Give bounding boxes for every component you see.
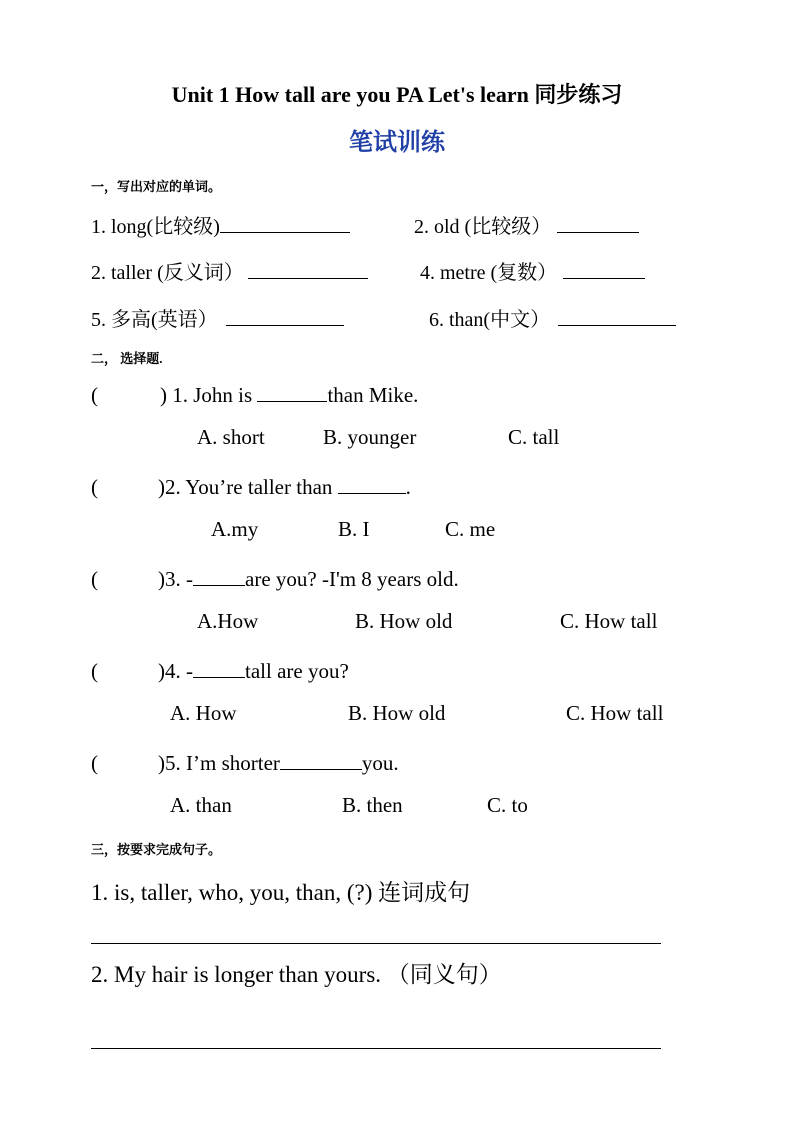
answer-blank[interactable]: [220, 211, 350, 233]
answer-line-2[interactable]: [91, 1048, 661, 1049]
word-item-2-label: 2. old (比较级）: [414, 216, 552, 238]
question-pre: John is: [193, 383, 253, 408]
option-b[interactable]: B. younger: [323, 425, 417, 449]
option-b[interactable]: B. I: [338, 517, 370, 541]
answer-blank[interactable]: [558, 304, 676, 326]
option-b[interactable]: B. then: [342, 793, 403, 817]
word-item-1: [91, 210, 350, 239]
fill-blank[interactable]: [338, 471, 406, 494]
option-b[interactable]: B. How old: [355, 609, 453, 633]
sentence-task-2: 2. My hair is longer than yours. （同义句）: [91, 962, 502, 987]
option-c[interactable]: C. tall: [508, 425, 560, 449]
sentence-task-1: 1. is, taller, who, you, than, (?) 连词成句: [91, 880, 471, 905]
option-a[interactable]: A. How: [170, 701, 237, 725]
answer-blank[interactable]: [563, 257, 645, 279]
fill-blank[interactable]: [257, 379, 327, 402]
question-post: .: [405, 475, 411, 500]
question-1: [91, 379, 418, 408]
word-item-3: [91, 256, 368, 285]
option-a[interactable]: A.How: [197, 609, 259, 633]
option-a[interactable]: A. short: [197, 425, 265, 449]
section-1-heading: 一，写出对应的单词。: [91, 179, 222, 194]
question-number: 5.: [165, 751, 181, 776]
question-number: 3.: [165, 567, 181, 592]
paren-close: ): [160, 383, 167, 408]
question-post: tall are you?: [245, 659, 349, 684]
page-title: Unit 1 How tall are you PA Let's learn 同步练习: [171, 82, 623, 107]
question-4: [91, 655, 349, 684]
answer-slot[interactable]: [98, 380, 160, 402]
fill-blank[interactable]: [193, 655, 245, 678]
question-number: 4.: [165, 659, 181, 684]
page-subtitle: 笔试训练: [349, 130, 445, 156]
word-item-3-label: 2. taller (反义词）: [91, 262, 244, 284]
answer-slot[interactable]: [98, 656, 158, 678]
answer-line-1[interactable]: [91, 943, 661, 944]
paren-close: ): [158, 751, 165, 776]
answer-blank[interactable]: [557, 211, 639, 233]
option-b[interactable]: B. How old: [348, 701, 446, 725]
word-item-2: [414, 210, 639, 239]
word-item-5: [91, 303, 344, 332]
question-pre: -: [186, 567, 193, 592]
fill-blank[interactable]: [193, 563, 245, 586]
answer-slot[interactable]: [98, 472, 158, 494]
paren-close: ): [158, 475, 165, 500]
question-post: you.: [361, 751, 399, 776]
paren-close: ): [158, 659, 165, 684]
paren-open: (: [91, 659, 98, 684]
question-post: are you? -I'm 8 years old.: [245, 567, 459, 592]
section-3-heading: 三，按要求完成句子。: [91, 842, 222, 857]
paren-open: (: [91, 475, 98, 500]
question-post: than Mike.: [327, 383, 419, 408]
word-item-4-label: 4. metre (复数）: [420, 262, 558, 284]
question-pre: I’m shorter: [186, 751, 280, 776]
word-item-1-label: 1. long(比较级): [91, 216, 220, 238]
question-2: [91, 471, 411, 500]
answer-slot[interactable]: [98, 748, 158, 770]
answer-blank[interactable]: [226, 304, 344, 326]
paren-open: (: [91, 567, 98, 592]
word-item-6-label: 6. than(中文）: [429, 309, 551, 331]
option-c[interactable]: C. How tall: [560, 609, 658, 633]
word-item-5-label: 5. 多高(英语）: [91, 309, 218, 331]
question-number: 1.: [172, 383, 188, 408]
question-3: [91, 563, 459, 592]
word-item-6: [429, 303, 676, 332]
question-5: [91, 747, 399, 776]
option-c[interactable]: C. to: [487, 793, 528, 817]
fill-blank[interactable]: [280, 747, 362, 770]
option-a[interactable]: A.my: [211, 517, 259, 541]
option-c[interactable]: C. me: [445, 517, 496, 541]
paren-open: (: [91, 383, 98, 408]
word-item-4: [420, 256, 645, 285]
section-2-heading: 二， 选择题.: [91, 351, 163, 366]
answer-slot[interactable]: [98, 564, 158, 586]
answer-blank[interactable]: [248, 257, 368, 279]
question-pre: You’re taller than: [185, 475, 333, 500]
option-a[interactable]: A. than: [170, 793, 232, 817]
option-c[interactable]: C. How tall: [566, 701, 664, 725]
paren-close: ): [158, 567, 165, 592]
question-pre: -: [186, 659, 193, 684]
paren-open: (: [91, 751, 98, 776]
question-number: 2.: [165, 475, 181, 500]
